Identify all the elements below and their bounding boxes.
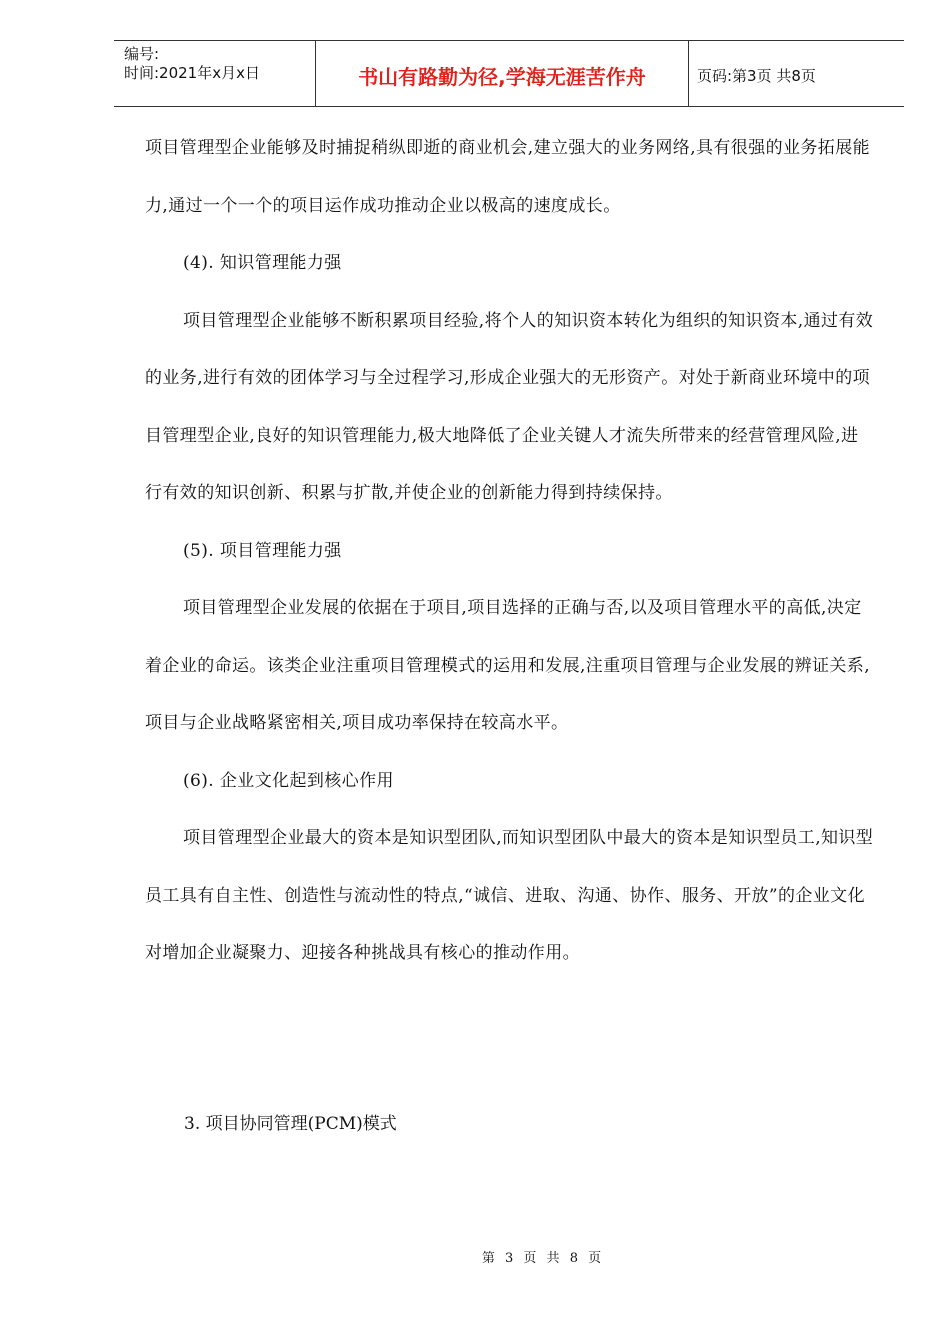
page-footer <box>0 1247 950 1266</box>
number-label: 编号: <box>124 45 160 63</box>
page-header <box>114 40 904 107</box>
footer-page-number: 第 3 页 共 8 页 <box>481 1251 605 1266</box>
header-meta-cell <box>114 41 316 106</box>
header-motto-cell <box>316 41 689 106</box>
header-page-cell <box>689 41 904 106</box>
heading-5: (5). 项目管理能力强 <box>183 540 342 561</box>
heading-6: (6). 企业文化起到核心作用 <box>183 770 394 791</box>
paragraph-3: 项目管理型企业发展的依据在于项目,项目选择的正确与否,以及项目管理水平的高低,决定着企业的命运。该类企业注重项目管理模式的运用和发展,注重项目管理与企业发展的辨证关系,项目与企业战略紧密相关,项目成功率保持在较高水平。 <box>145 598 871 733</box>
section-3-heading: 3. 项目协同管理(PCM)模式 <box>184 1114 397 1134</box>
page-info: 页码:第3页 共8页 <box>697 67 816 85</box>
paragraph-1: 项目管理型企业能够及时捕捉稍纵即逝的商业机会,建立强大的业务网络,具有很强的业务拓展能力,通过一个一个的项目运作成功推动企业以极高的速度成长。 <box>145 138 871 216</box>
motto: 书山有路勤为径,学海无涯苦作舟 <box>358 65 646 89</box>
document-body <box>145 120 875 983</box>
time-label: 时间:2021年x月x日 <box>124 64 260 82</box>
heading-4: (4). 知识管理能力强 <box>183 253 342 273</box>
paragraph-4: 项目管理型企业最大的资本是知识型团队,而知识型团队中最大的资本是知识型员工,知识型员工具有自主性、创造性与流动性的特点,“诚信、进取、沟通、协作、服务、开放”的企业文化对增加企业凝聚力、迎接各种挑战具有核心的推动作用。 <box>145 828 874 963</box>
paragraph-2: 项目管理型企业能够不断积累项目经验,将个人的知识资本转化为组织的知识资本,通过有效的业务,进行有效的团体学习与全过程学习,形成企业强大的无形资产。对处于新商业环境中的项目管理型企业,良好的知识管理能力,极大地降低了企业关键人才流失所带来的经营管理风险,进行有效的知识创新、积累与扩散,并使企业的创新能力得到持续保持。 <box>145 310 874 503</box>
